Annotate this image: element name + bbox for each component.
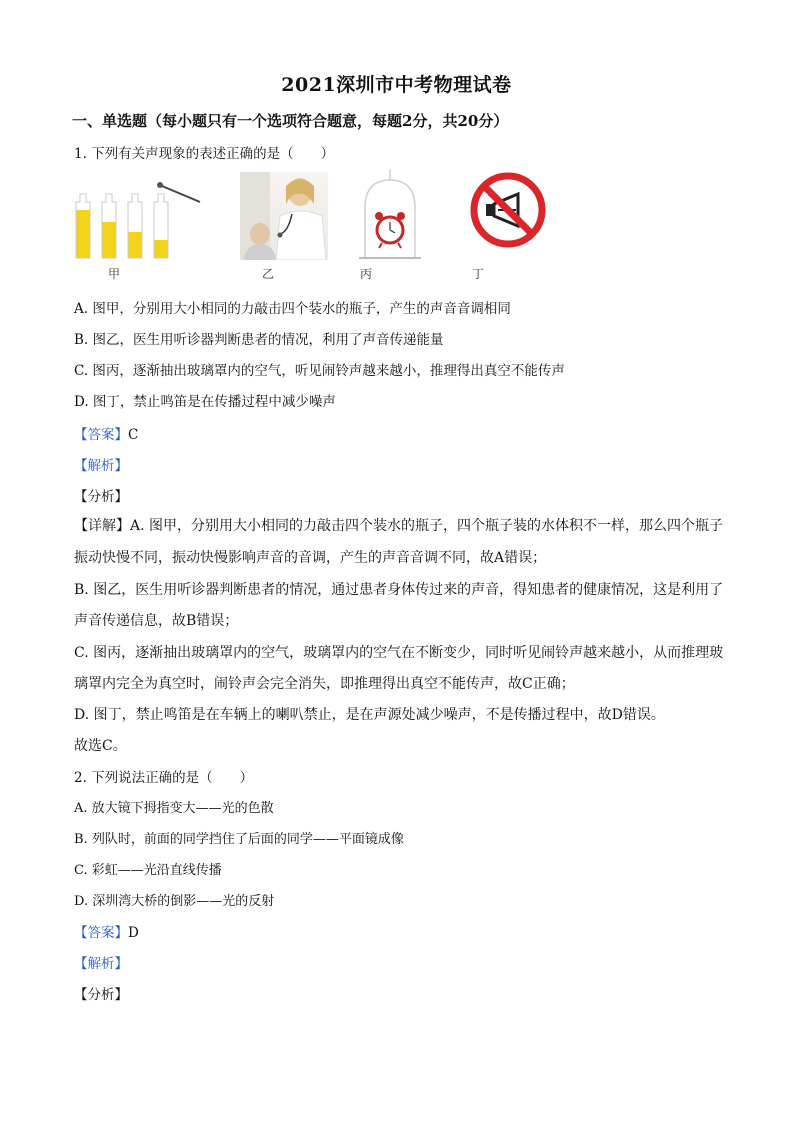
striker-stick: [162, 186, 200, 202]
figure-bell-jar: [355, 168, 425, 268]
q1-figures: [70, 168, 560, 290]
q1-stem: 1. 下列有关声现象的表述正确的是（ ）: [74, 146, 335, 162]
striker-head: [157, 182, 163, 188]
doctor-illustration: [240, 172, 328, 260]
bottle-water-3: [129, 232, 142, 258]
q1-option-a: A. 图甲，分别用大小相同的力敲击四个装水的瓶子，产生的声音音调相同: [74, 301, 511, 317]
q1-jiexi: [74, 454, 128, 474]
jiexi-tag: 【解析】: [74, 956, 128, 972]
q1-detail-line-2: 振动快慢不同，振动快慢影响声音的音调，产生的声音音调不同，故A错误；: [74, 550, 547, 566]
q1-detail-line-5: C. 图丙，逐渐抽出玻璃罩内的空气，玻璃罩内的空气在不断变少，同时听见闹铃声越来越小，从而推理玻: [74, 645, 724, 661]
figure-no-horn-sign: [468, 170, 548, 250]
page-title: 2021深圳市中考物理试卷: [281, 74, 512, 96]
q1-option-d: D. 图丁，禁止鸣笛是在传播过程中减少噪声: [74, 394, 336, 410]
figure-label-ding: 丁: [472, 267, 485, 281]
q2-fenxi: 【分析】: [74, 987, 128, 1003]
q1-answer: [74, 423, 138, 443]
detail-text: A. 图甲，分别用大小相同的力敲击四个装水的瓶子，四个瓶子装的水体积不一样，那么四个瓶子: [130, 518, 724, 534]
answer-tag: 【答案】: [74, 925, 128, 941]
q2-option-a: A. 放大镜下拇指变大——光的色散: [74, 801, 274, 816]
detail-tag: 【详解】: [74, 518, 130, 534]
q1-detail-line-6: 璃罩内完全为真空时，闹铃声会完全消失，即推理得出真空不能传声，故C正确；: [74, 676, 575, 692]
q1-detail-line-3: B. 图乙，医生用听诊器判断患者的情况，通过患者身体传过来的声音，得知患者的健康情况，这是利用了: [74, 582, 724, 598]
q2-option-b: B. 列队时，前面的同学挡住了后面的同学——平面镜成像: [74, 832, 404, 847]
figure-label-bing: 丙: [360, 267, 373, 281]
figure-bottles: [70, 180, 205, 260]
figure-doctor-photo: [240, 172, 328, 260]
bottle-water-1: [77, 210, 90, 258]
q2-option-c: C. 彩虹——光沿直线传播: [74, 863, 222, 878]
jiexi-tag: 【解析】: [74, 458, 128, 474]
figure-label-yi: 乙: [262, 267, 275, 281]
q1-detail-line-1: [74, 515, 723, 535]
q2-jiexi: [74, 952, 128, 972]
bottle-water-2: [103, 222, 116, 258]
bottle-water-4: [155, 240, 168, 258]
section-heading: 一、单选题（每小题只有一个选项符合题意，每题2分，共20分）: [72, 112, 509, 130]
q1-detail-line-8: 故选C。: [74, 738, 127, 754]
figure-label-jia: 甲: [108, 267, 121, 281]
q1-option-c: C. 图丙，逐渐抽出玻璃罩内的空气，听见闹铃声越来越小，推理得出真空不能传声: [74, 363, 565, 379]
answer-value: D: [128, 925, 139, 941]
q1-detail-line-4: 声音传递信息，故B错误；: [74, 613, 239, 629]
q2-answer: [74, 921, 139, 941]
q1-detail-line-7: D. 图丁，禁止鸣笛是在车辆上的喇叭禁止，是在声源处减少噪声，不是传播过程中，故D错误。: [74, 707, 665, 723]
answer-value: C: [128, 427, 139, 443]
answer-tag: 【答案】: [74, 427, 128, 443]
q1-option-b: B. 图乙，医生用听诊器判断患者的情况，利用了声音传递能量: [74, 332, 444, 348]
q2-stem: 2. 下列说法正确的是（ ）: [74, 770, 254, 786]
q1-fenxi: 【分析】: [74, 489, 128, 505]
q2-option-d: D. 深圳湾大桥的倒影——光的反射: [74, 894, 275, 909]
